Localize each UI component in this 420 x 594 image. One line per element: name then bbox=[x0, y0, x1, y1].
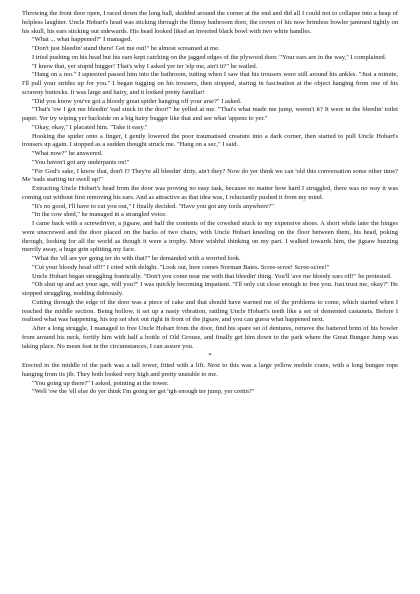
paragraph: "What ... what happened?" I managed. bbox=[32, 36, 133, 44]
paragraph: "You going up there?" I asked, pointing at the tower. bbox=[32, 379, 169, 387]
paragraph: "Did you know you've got a bloody great spider hanging off your arse?" I asked. bbox=[32, 97, 242, 105]
paragraph: "Okay, okay," I placated him. "Take it easy." bbox=[32, 123, 148, 131]
paragraph: "Cut your bloody head off!" I cried with delight. "Look out, here comes Norman Bates. Scree-scree! Scree-scree!" bbox=[32, 263, 330, 271]
paragraph: I came back with a screwdriver, a jigsaw, and half the contents of the cowshed stuck to my expensive shoes. A short while later the hinges were unscrewed and the door placed on the backs of two chairs, with Uncle Hobart kneeling on the floor between them, his head, poking through, looking for all the world as though it were a trophy. More wishful thinking on my part. I walked towards him, the jigsaw buzzing merrily away, a huge grin splitting my face. bbox=[22, 220, 398, 254]
paragraph: Throwing the front door open, I raced down the long hall, skidded around the corner at the end and did all I could not to collapse into a heap of helpless laughter. Uncle Hobart's head was sticking through the flimsy bathroom door, the crown of his now brimless bowler jammed tightly on his skull, his ears sticking out sidewards. His head looked liked an inverted black bowl with two white handles. bbox=[22, 10, 398, 35]
paragraph: Erected in the middle of the park was a tall tower, fitted with a lift. Next to this was a large yellow mobile crane, with a long bungee rope hanging from its jib. They both looked very high and pretty unstable to me. bbox=[22, 362, 398, 378]
paragraph: "What now?" he answered. bbox=[32, 150, 103, 157]
paragraph: "Hang on a mo." I squeezed passed him into the bathroom, tutting when I saw that his trousers were still around his ankles. "Just a minute, I'll pull your strides up for you." I began tugging on his trousers, then stopped, staring in fascination at the object hanging from one of his scrawny buttocks. It was large and hairy, and it looked pretty familiar! bbox=[22, 71, 398, 96]
paragraph: "In the cow shed," he managed in a strangled voice. bbox=[32, 211, 167, 219]
paragraph: "Well 'ow the 'ell else do yer think I'm going ter get 'igh enough ter jump, yer cretin?" bbox=[32, 388, 255, 396]
section-break: * bbox=[208, 352, 212, 360]
paragraph: Hooking the spider onto a finger, I gently lowered the poor traumatised creature into a dark corner, then started to pull Uncle Hobart's trousers up again. I stopped as a sudden thought struck me. "Hang on a sec," I said. bbox=[22, 132, 398, 149]
paragraph: Cutting through the edge of the door was a piece of cake and that should have warned me of the problems to come, which started when I reached the middle section. Being hollow, it set up a nasty vibration, rattling Uncle Hobart's teeth like a set of demented castanets. Before I realised what was happening, his top set shot out right in front of the jigsaw, and you can guess what happened next. bbox=[22, 298, 398, 324]
paragraph: "What the 'ell are yer going ter do with that?" he demanded with a worried look. bbox=[32, 255, 241, 262]
paragraph: "Don't just bleedin' stand there! Get me out!" he almost screamed at me. bbox=[32, 45, 220, 52]
paragraph: I tried pushing on his head but his ears kept catching on the jagged edges of the plywood door. "Your ears are in the way," I complained. bbox=[32, 53, 387, 61]
document-page bbox=[22, 10, 398, 588]
paragraph: Extracting Uncle Hobart's head from the door was proving no easy task, because no matter how hard I struggled, there was no way it was coming out without first removing his ears. And as attractive as that idea was, I reluctantly pushed it from my mind. bbox=[22, 185, 398, 201]
paragraph: "You haven't got any underpants on!" bbox=[32, 158, 130, 166]
paragraph: Uncle Hobart began struggling frantically. "Don't you come near me with that bleedin' thing. You'll 'ave me bloody ears off!" he protested. bbox=[32, 272, 392, 280]
paragraph: After a long struggle, I managed to free Uncle Hobart from the door, find his spare set of dentures, remove the battered brim of his bowler from around his neck, fortify him with half a bottle of Old Grouse, and finally get him down to the park where the Great Bungee Jump was taking place. No mean feat in the circumstances, I can assure you. bbox=[22, 325, 398, 350]
paragraph: "That's 'ow I got me bleedin' 'ead stuck in the door!" he yelled at me. "That's what made me jump, weren't it? It were in the bleedin' toilet paper. Yer try wiping yer backside on a big hairy bugger like that and see what 'appens to yer." bbox=[22, 106, 398, 122]
paragraph: "It's no good, I'll have to cut you out," I finally decided. "Have you got any tools anywhere?" bbox=[32, 202, 274, 210]
paragraph: "I know that, yer stupid bugger! That's why I asked yer ter 'elp me, ain't it?" he wailed. bbox=[32, 62, 258, 70]
paragraph: "Fer God's sake, I know that, don't I? They're all bleedin' dirty, ain't they? Now do yer think we can 'old this conversation some other time? Me 'eads starting ter swell up!" bbox=[22, 167, 398, 184]
paragraph: "Oh shut up and act your age, will you?" I was quickly becoming impatient. "I'll only cut close enough to free you. Just trust me, okay?" He stopped struggling, nodding dubiously. bbox=[22, 281, 398, 297]
